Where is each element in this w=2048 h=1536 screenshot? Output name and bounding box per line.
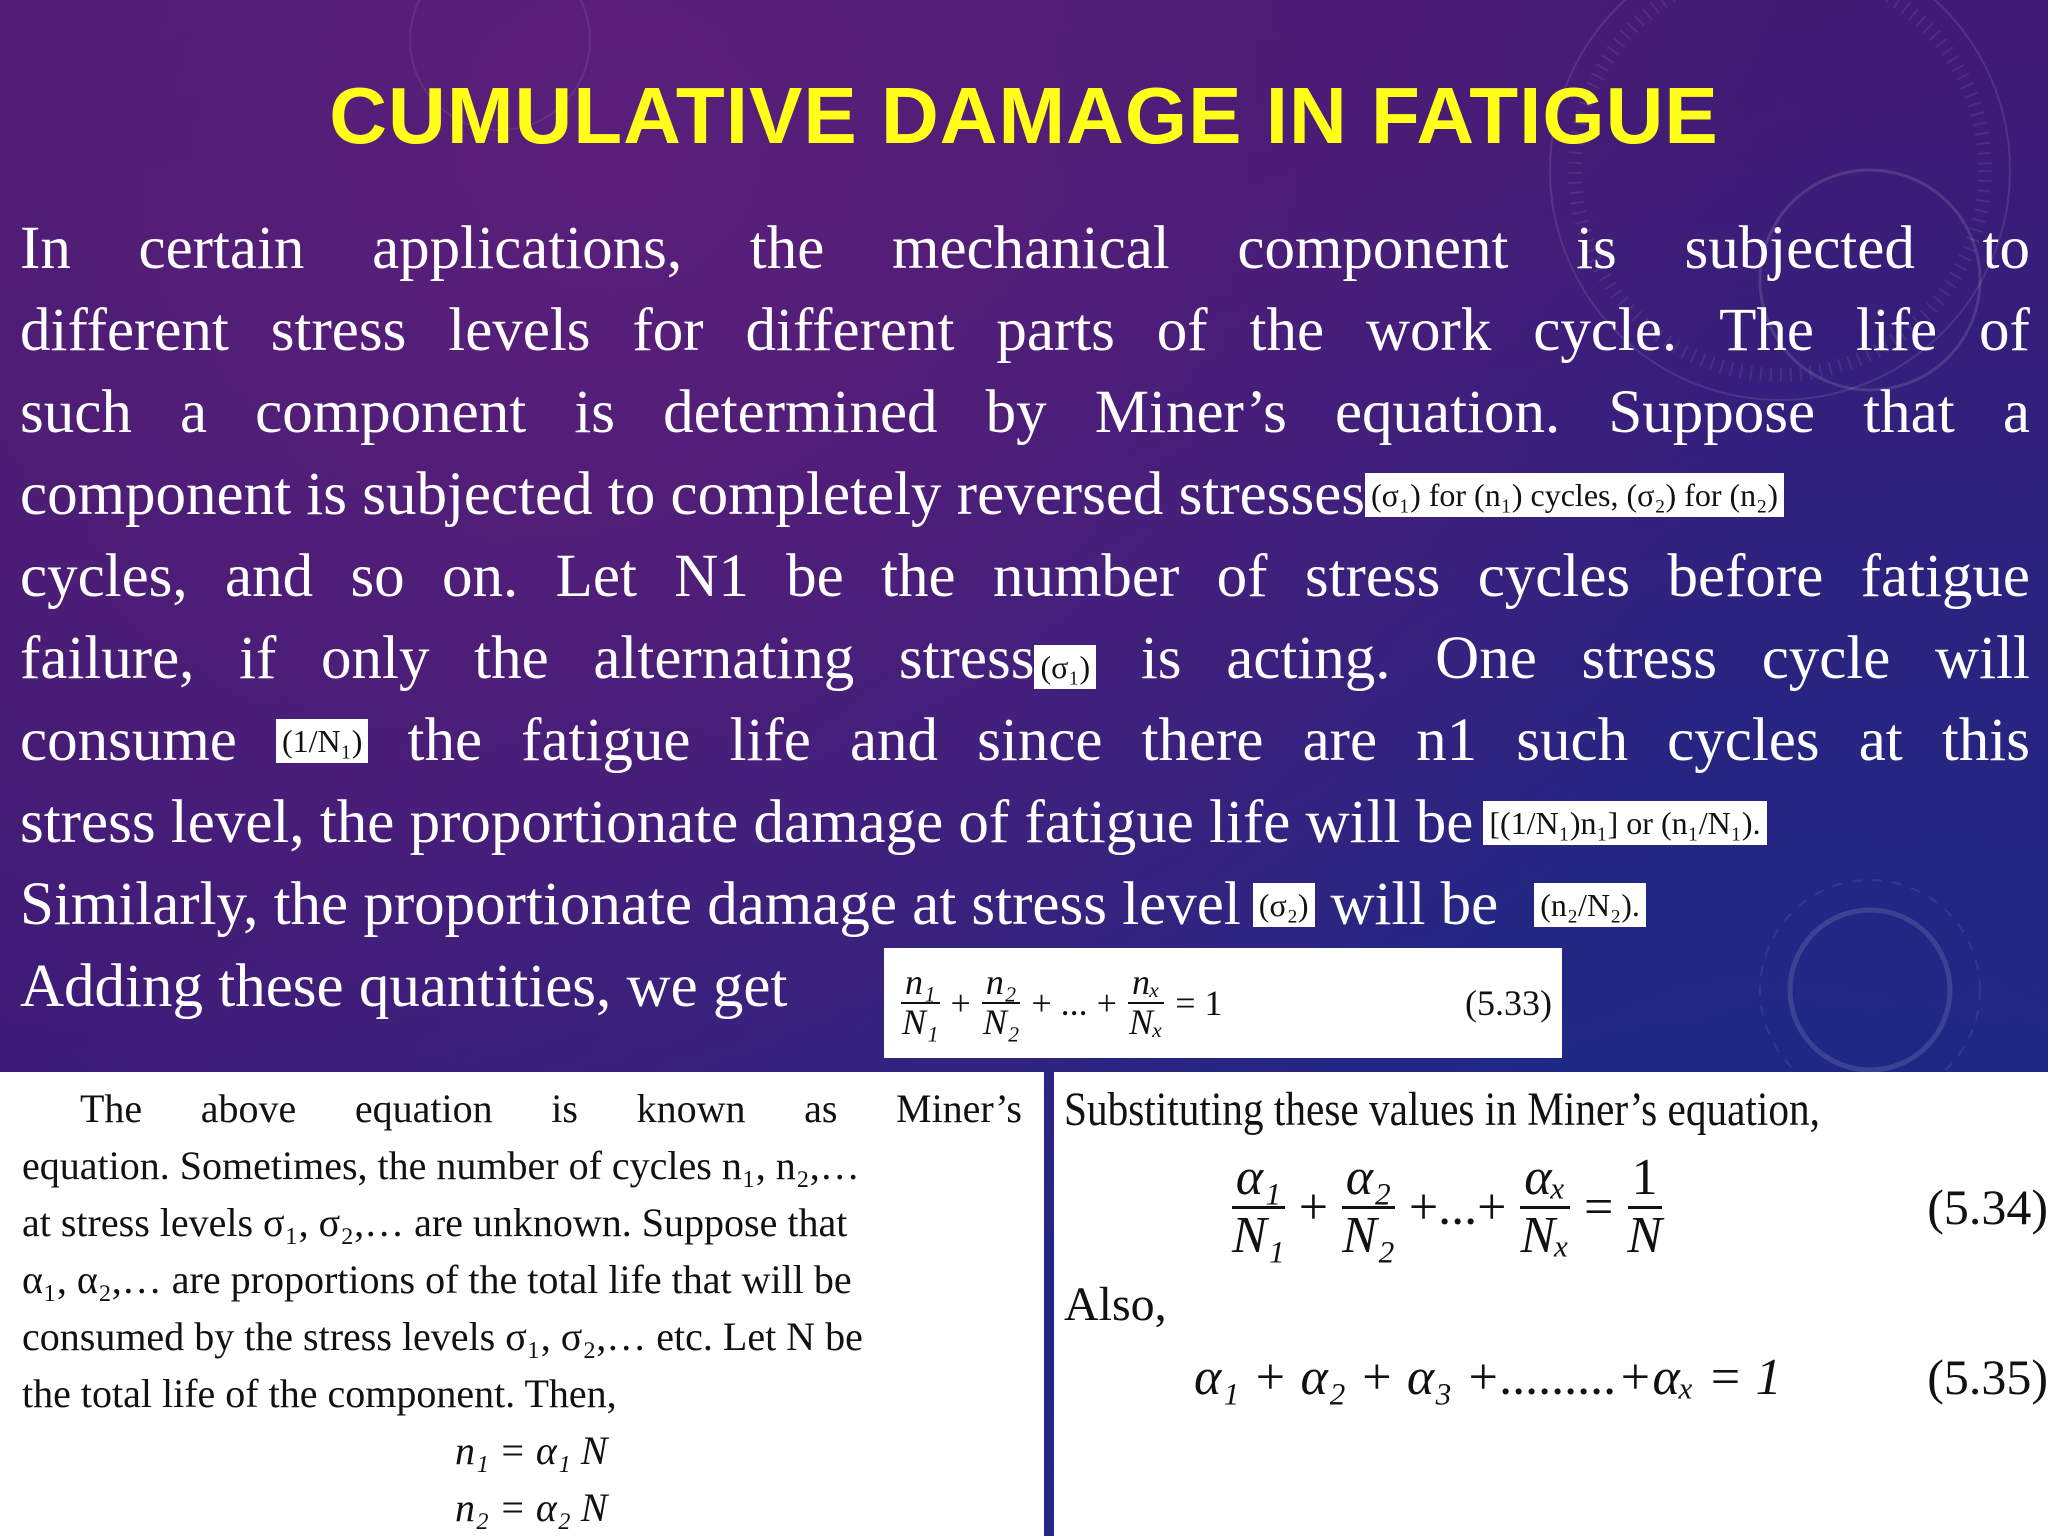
formula-image: (1/N₁)	[276, 719, 368, 763]
word: cycles	[1477, 543, 1631, 610]
also-label: Also,	[1064, 1278, 1167, 1331]
equation-n2: n₂ = α₂ N	[455, 1485, 608, 1530]
panel-line: at stress levels σ₁, σ₂,… are unknown. Suppose that	[22, 1200, 848, 1245]
body-text-segment: stress level, the proportionate damage of fatigue life will be	[20, 789, 1474, 856]
word: One	[1435, 625, 1537, 692]
fraction	[979, 964, 1024, 1042]
fraction	[1623, 1148, 1666, 1264]
fraction	[1228, 1148, 1289, 1264]
numerator: 1	[1628, 1151, 1662, 1209]
panel-line: equation. Sometimes, the number of cycles n₁, n₂,…	[22, 1143, 860, 1188]
numerator: n₂	[982, 964, 1021, 1004]
equation-body: α₁ + α₂ + α₃ +.........+αₓ = 1	[1194, 1348, 1782, 1406]
slide-title: CUMULATIVE DAMAGE IN FATIGUE	[329, 71, 1719, 160]
word: and	[225, 543, 314, 610]
word: will	[1935, 625, 2030, 692]
word: Let	[555, 543, 637, 610]
operator: = 1	[1175, 983, 1223, 1023]
word: to	[1982, 215, 2030, 282]
word: subjected	[1684, 215, 1915, 282]
word: of	[1216, 543, 1268, 610]
fraction	[1517, 1148, 1574, 1264]
equation-5-35	[1064, 1332, 2048, 1422]
body-line-3	[20, 372, 2030, 454]
numerator: αₓ	[1520, 1151, 1570, 1209]
word: equation	[354, 1086, 493, 1131]
fraction	[1125, 964, 1167, 1042]
body-line-4	[20, 454, 2030, 536]
word: fatigue	[521, 707, 691, 774]
body-line-2	[20, 290, 2030, 372]
word: Suppose	[1608, 379, 1816, 446]
word: life	[1855, 297, 1938, 364]
word: consume	[20, 707, 237, 774]
equation-number: (5.34)	[1927, 1179, 2048, 1235]
body-line-8	[20, 782, 2030, 864]
word: of	[1156, 297, 1208, 364]
denominator: N	[1627, 1206, 1662, 1264]
word: acting.	[1226, 625, 1391, 692]
word: parts	[996, 297, 1115, 364]
operator: +	[950, 983, 971, 1023]
word: the	[749, 215, 825, 282]
operator: + ... +	[1031, 983, 1117, 1023]
denominator: N₂	[982, 1002, 1020, 1042]
equation-number: (5.33)	[1465, 983, 1552, 1023]
operator: =	[1583, 1178, 1614, 1236]
word: and	[849, 707, 939, 774]
panel-line: the total life of the component. Then,	[22, 1371, 617, 1416]
formula-image: [(1/N₁)n₁] or (n₁/N₁).	[1483, 801, 1766, 845]
word: on.	[442, 543, 519, 610]
body-text-segment: will be	[1330, 871, 1499, 938]
fraction	[898, 964, 943, 1042]
word: there	[1141, 707, 1264, 774]
word: the	[881, 543, 956, 610]
body-text-segment: Similarly, the proportionate damage at stress level	[20, 871, 1241, 938]
word: fatigue	[1860, 543, 2030, 610]
panel-line: consumed by the stress levels σ₁, σ₂,… etc. Let N be	[22, 1314, 863, 1359]
word: of	[1979, 297, 2030, 364]
word: that	[1863, 379, 1955, 446]
word: above	[200, 1086, 297, 1131]
word: life	[729, 707, 811, 774]
formula-image: (n₂/N₂).	[1534, 883, 1646, 927]
formula-image: (σ₁) for (n₁) cycles, (σ₂) for (n₂)	[1365, 473, 1784, 517]
word: cycle.	[1533, 297, 1678, 364]
equation-n1: n₁ = α₁ N	[455, 1428, 608, 1473]
word: is	[1576, 215, 1617, 282]
right-text-panel	[1054, 1072, 2048, 1536]
word: for	[632, 297, 704, 364]
word: such	[1516, 707, 1629, 774]
word: stress	[1581, 625, 1718, 692]
word: equation.	[1334, 379, 1561, 446]
word: Miner’s	[1094, 379, 1287, 446]
word: component	[255, 379, 527, 446]
body-line-6	[20, 618, 2030, 700]
word: stress	[898, 625, 1035, 692]
equation-number: (5.35)	[1927, 1349, 2048, 1405]
body-line-1	[20, 208, 2030, 290]
word: is	[551, 1086, 578, 1131]
word: cycle	[1761, 625, 1891, 692]
numerator: nₓ	[1128, 964, 1164, 1004]
equation-5-33	[884, 948, 1562, 1058]
word: The	[1719, 297, 1814, 364]
body-text-segment: component is subjected to completely reversed stresses	[20, 461, 1366, 528]
word: different	[745, 297, 955, 364]
left-text-panel	[0, 1072, 1044, 1536]
body-text-segment: Adding these quantities, we get	[20, 953, 788, 1020]
word: by	[985, 379, 1047, 446]
word: n1	[1416, 707, 1478, 774]
operator: +...+	[1408, 1178, 1507, 1236]
operator: +	[1298, 1178, 1329, 1236]
body-line-5	[20, 536, 2030, 618]
word: number	[992, 543, 1180, 610]
denominator: Nₓ	[1520, 1206, 1570, 1264]
word: alternating	[593, 625, 855, 692]
word: as	[804, 1086, 838, 1131]
word: stress	[270, 297, 407, 364]
equation-5-34	[1064, 1137, 2048, 1277]
word: levels	[448, 297, 591, 364]
word: this	[1941, 707, 2030, 774]
word: applications,	[372, 215, 683, 282]
word: are	[1302, 707, 1378, 774]
numerator: α₂	[1342, 1151, 1395, 1209]
body-paragraph	[20, 208, 2030, 1028]
numerator: α₁	[1232, 1151, 1285, 1209]
word: the	[1249, 297, 1325, 364]
word: is	[1140, 625, 1182, 692]
substitution-intro: Substituting these values in Miner’s equation,	[1064, 1083, 1820, 1136]
word: stress	[1304, 543, 1441, 610]
word: a	[179, 379, 208, 446]
word: mechanical	[892, 215, 1170, 282]
denominator: N₂	[1342, 1206, 1395, 1264]
word: such	[20, 379, 132, 446]
word: certain	[138, 215, 305, 282]
body-line-9	[20, 864, 2030, 946]
word: determined	[663, 379, 938, 446]
denominator: N₁	[902, 1002, 939, 1042]
word: at	[1858, 707, 1903, 774]
word: In	[20, 215, 71, 282]
word: is	[574, 379, 616, 446]
word: N1	[674, 543, 749, 610]
word: the	[474, 625, 549, 692]
word: be	[786, 543, 844, 610]
word: different	[20, 297, 229, 364]
word: The	[80, 1086, 143, 1131]
panel-line: α₁, α₂,… are proportions of the total life that will be	[22, 1257, 852, 1302]
word: component	[1237, 215, 1509, 282]
word: known	[636, 1086, 746, 1131]
word: failure,	[20, 625, 195, 692]
formula-image: (σ₁)	[1034, 645, 1096, 689]
word: work	[1365, 297, 1492, 364]
word: if	[239, 625, 277, 692]
body-line-7	[20, 700, 2030, 782]
word: the	[407, 707, 483, 774]
word: a	[2002, 379, 2030, 446]
formula-image: (σ₂)	[1253, 883, 1315, 927]
word: Miner’s	[896, 1086, 1022, 1131]
word: so	[350, 543, 405, 610]
denominator: N₁	[1232, 1206, 1285, 1264]
word: cycles,	[20, 543, 188, 610]
denominator: Nₓ	[1128, 1002, 1164, 1042]
panel-line	[22, 1080, 1022, 1137]
word: only	[321, 625, 430, 692]
word: cycles	[1667, 707, 1820, 774]
fraction	[1338, 1148, 1399, 1264]
word: before	[1667, 543, 1824, 610]
word: since	[977, 707, 1103, 774]
numerator: n₁	[901, 964, 940, 1004]
word-with-formula	[899, 618, 1096, 700]
